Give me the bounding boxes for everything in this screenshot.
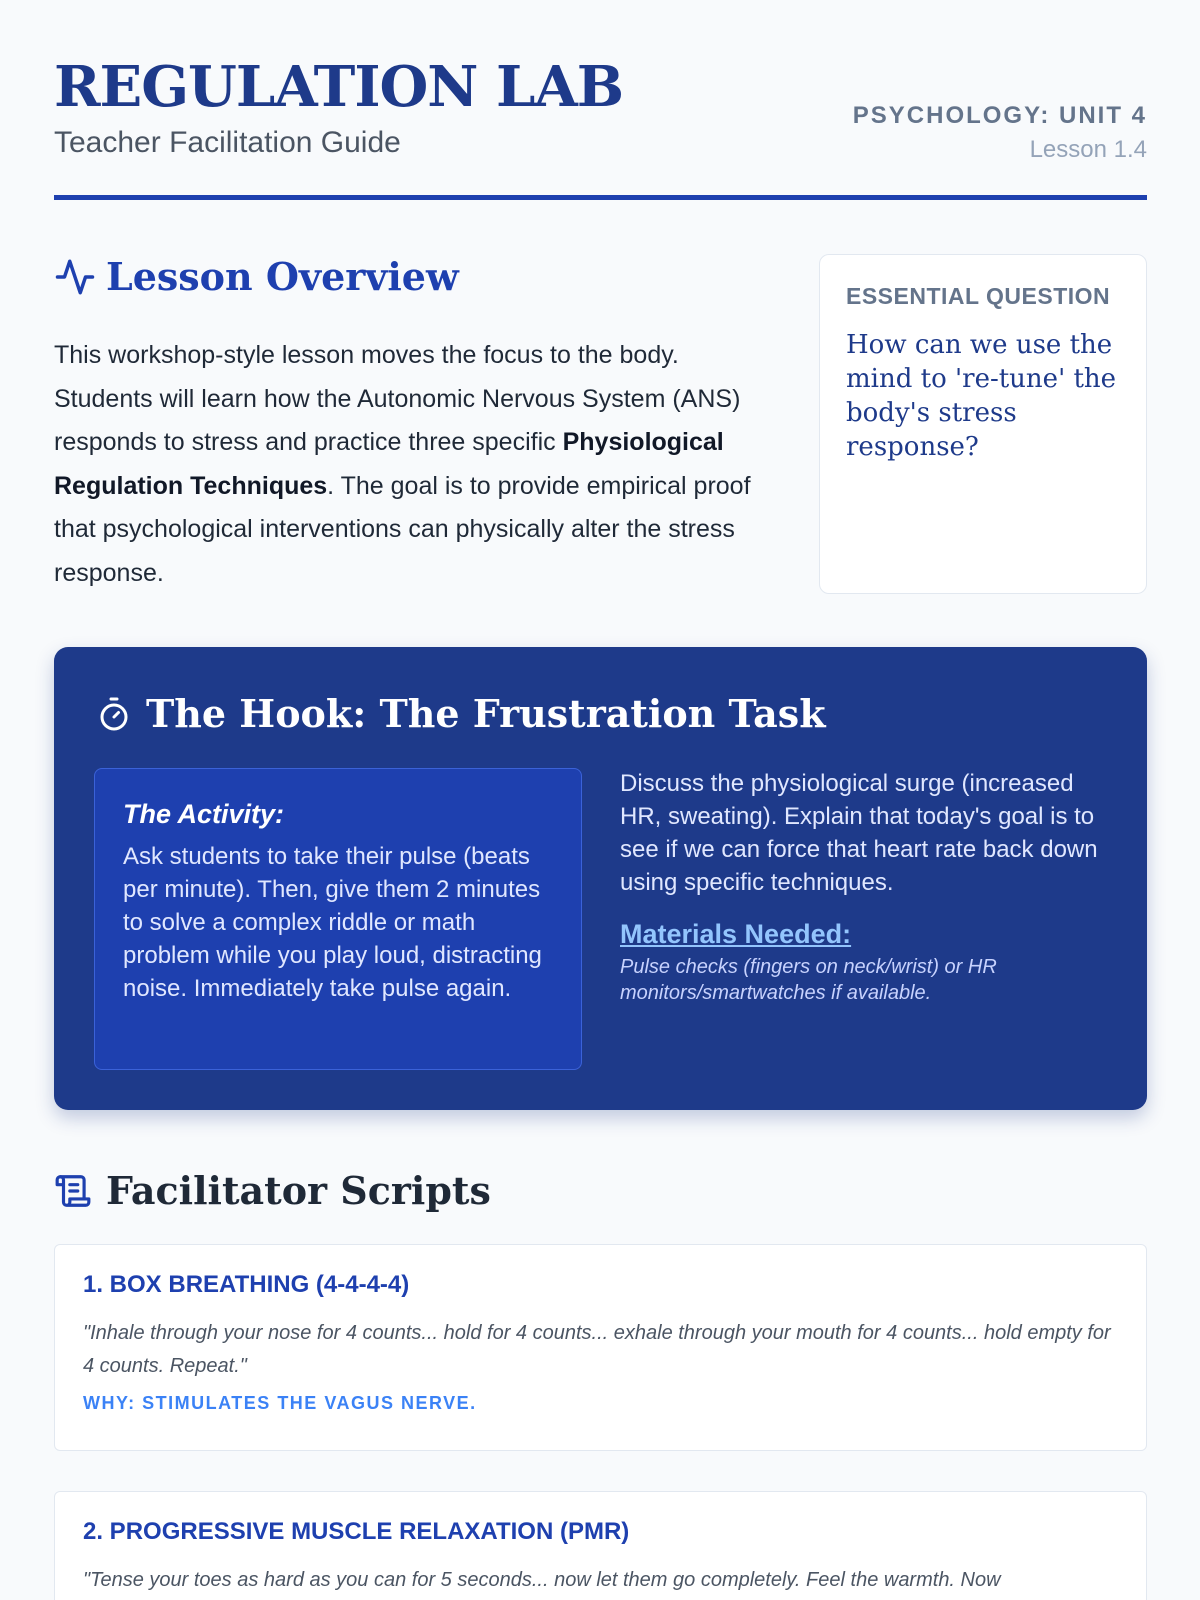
lesson-overview-section [54,254,1147,594]
overview-paragraph: This workshop-style lesson moves the focus to the body. Students will learn how the Autonomic Nervous System (ANS) responds to stress and practice three specific Physiological Regulation Techniques. The goal is to provide empirical proof that psychological interventions can physically alter the stress response. [54,341,751,587]
script-title: 2. PROGRESSIVE MUSCLE RELAXATION (PMR) [83,1518,630,1545]
essential-question-text: How can we use the mind to 're-tune' the body's stress response? [846,330,1117,462]
hook-section [54,647,1147,1110]
page [54,0,1147,1591]
unit-label: PSYCHOLOGY: UNIT 4 [852,102,1147,129]
script-card [54,1244,1147,1451]
script-quote: "Tense your toes as hard as you can for 5 seconds... now let them go completely. Feel the warmth. Now [83,1569,1001,1591]
discussion-text: Discuss the physiological surge (increased HR, sweating). Explain that today's goal is to see if we can force that heart rate back down using specific techniques. [620,770,1098,896]
essential-question-card [819,254,1147,594]
lesson-overview-title: Lesson Overview [106,254,459,299]
materials-text: Pulse checks (fingers on neck/wrist) or HR monitors/smartwatches if available. [620,956,997,1004]
lesson-overview-heading [54,254,459,299]
activity-pulse-icon [54,256,96,298]
overview-emphasis: Physiological Regulation Techniques [54,428,724,500]
script-card [54,1491,1147,1600]
header [54,0,1147,200]
scroll-icon [54,1172,92,1210]
hook-discussion [620,767,1110,1006]
script-quote: "Inhale through your nose for 4 counts... hold for 4 counts... exhale through your mouth for 4 counts... hold empty for 4 counts. Repeat." [83,1322,1111,1377]
facilitator-scripts-title: Facilitator Scripts [106,1168,491,1213]
stopwatch-icon [96,696,132,732]
script-why: WHY: STIMULATES THE VAGUS NERVE. [83,1393,477,1413]
script-title: 1. BOX BREATHING (4-4-4-4) [83,1271,410,1298]
essential-question-label: ESSENTIAL QUESTION [846,283,1111,309]
hook-heading [96,691,826,736]
activity-text: Ask students to take their pulse (beats per minute). Then, give them 2 minutes to solve a complex riddle or math problem while you play loud, distracting noise. Immediately take pulse again. [123,843,542,1002]
activity-title: The Activity: [123,799,285,829]
materials-heading: Materials Needed: [620,919,852,949]
page-title: REGULATION LAB [54,54,624,120]
activity-box [94,768,582,1070]
page-subtitle: Teacher Facilitation Guide [54,126,401,159]
facilitator-scripts-heading [54,1168,491,1213]
hook-title: The Hook: The Frustration Task [146,691,826,736]
lesson-number: Lesson 1.4 [1029,136,1147,163]
